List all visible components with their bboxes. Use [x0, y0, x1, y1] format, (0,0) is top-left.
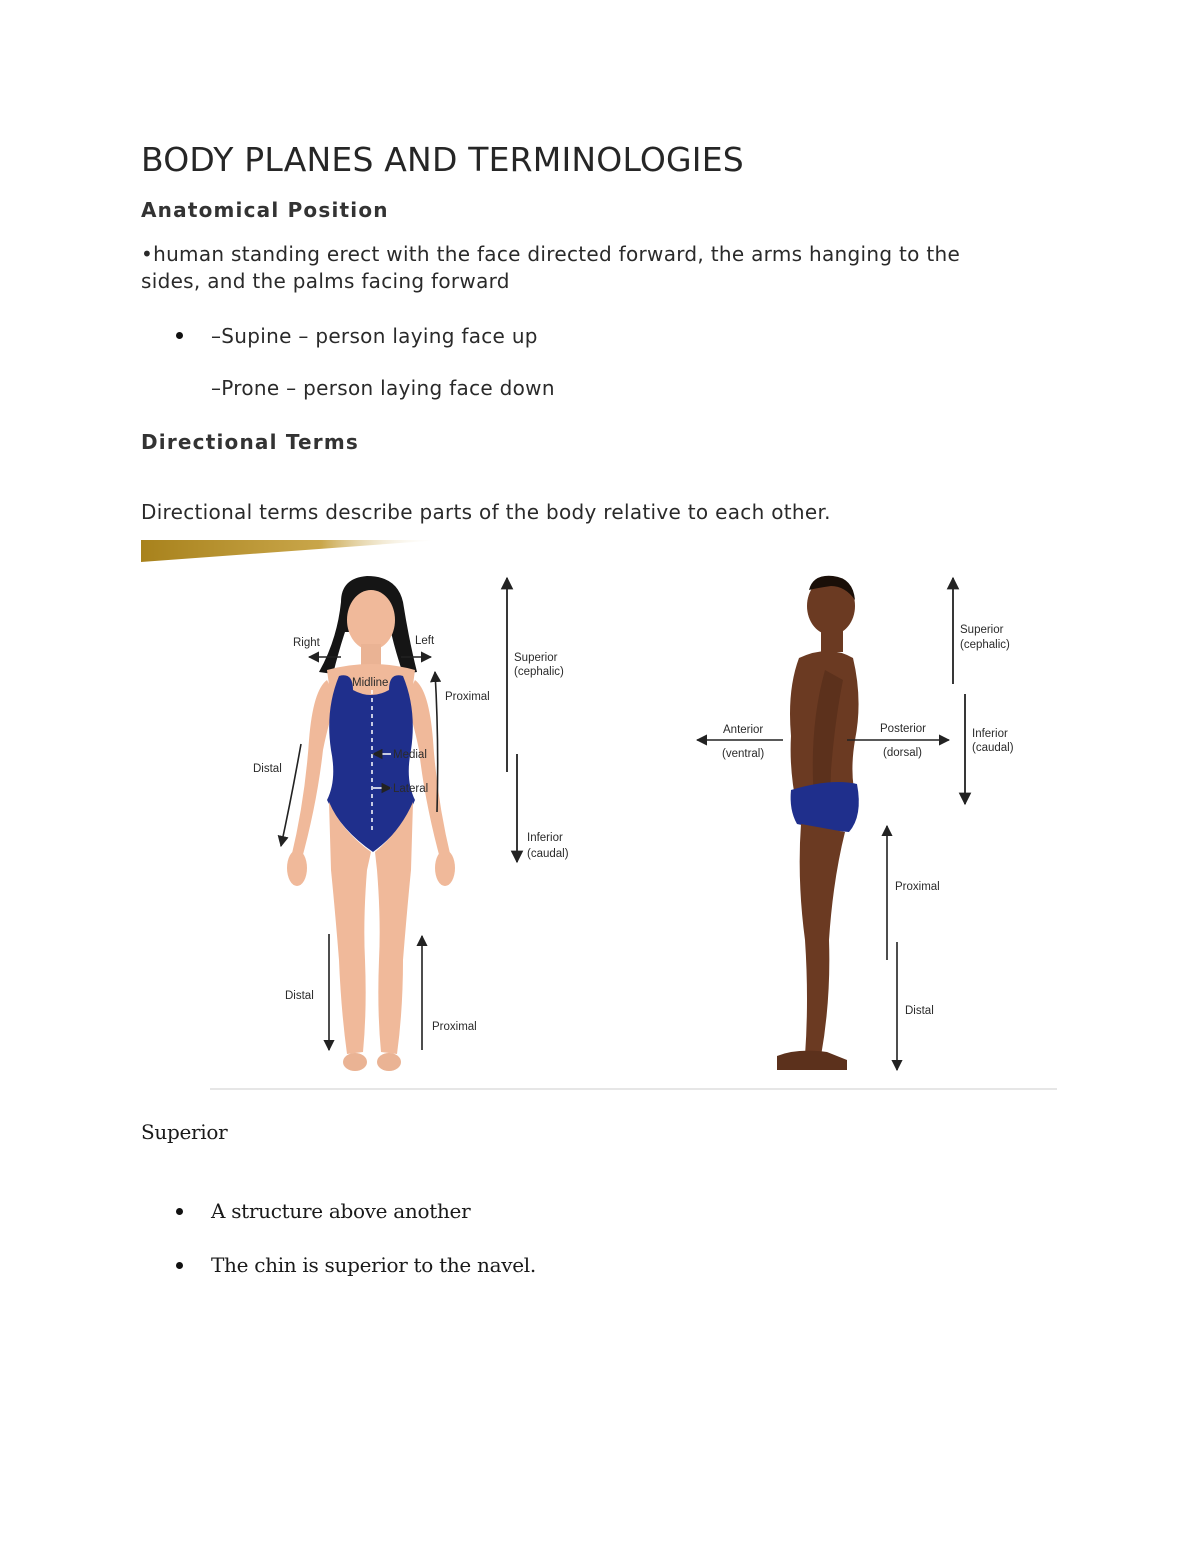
- label-inferior-front: Inferior: [527, 832, 563, 844]
- section-heading-anatomical-position: Anatomical Position: [141, 198, 389, 222]
- label-caudal-side: (caudal): [972, 742, 1014, 754]
- section-heading-directional-terms: Directional Terms: [141, 430, 360, 454]
- anatomical-description-line-2: sides, and the palms facing forward: [141, 269, 510, 293]
- label-superior-front: Superior: [514, 652, 558, 664]
- page-title: BODY PLANES AND TERMINOLOGIES: [141, 140, 744, 179]
- supine-item: –Supine – person laying face up: [211, 324, 538, 348]
- label-superior-side: Superior: [960, 624, 1004, 636]
- accent-bar: [141, 540, 441, 562]
- label-left: Left: [415, 635, 435, 647]
- anatomical-description-line-1: •human standing erect with the face directed forward, the arms hanging to the: [141, 242, 961, 266]
- label-dorsal: (dorsal): [883, 747, 922, 759]
- bullet-marker: [176, 1262, 183, 1269]
- label-caudal-front: (caudal): [527, 848, 569, 860]
- label-cephalic-side: (cephalic): [960, 639, 1010, 651]
- label-proximal-upper: Proximal: [445, 691, 490, 703]
- label-posterior: Posterior: [880, 723, 927, 735]
- label-anterior: Anterior: [723, 724, 764, 736]
- side-view-figure: [777, 576, 859, 1070]
- label-cephalic-front: (cephalic): [514, 666, 564, 678]
- label-distal-arm: Distal: [253, 763, 282, 775]
- label-distal-leg: Distal: [285, 990, 314, 1002]
- bullet-marker: [176, 332, 183, 339]
- label-midline: Midline: [352, 677, 389, 689]
- directional-terms-figure: [141, 540, 1057, 1092]
- label-medial: Medial: [393, 749, 427, 761]
- label-ventral: (ventral): [722, 748, 765, 760]
- directional-terms-intro: Directional terms describe parts of the body relative to each other.: [141, 500, 831, 524]
- superior-bullet-1: A structure above another: [211, 1199, 471, 1223]
- section-heading-superior: Superior: [141, 1120, 228, 1144]
- label-proximal-side: Proximal: [895, 881, 940, 893]
- label-right: Right: [293, 637, 320, 649]
- label-inferior-side: Inferior: [972, 728, 1008, 740]
- superior-bullet-2: The chin is superior to the navel.: [211, 1253, 536, 1277]
- label-lateral: Lateral: [393, 783, 429, 795]
- label-distal-side: Distal: [905, 1005, 934, 1017]
- prone-item: –Prone – person laying face down: [211, 376, 555, 400]
- bullet-marker: [176, 1208, 183, 1215]
- label-proximal-leg: Proximal: [432, 1021, 477, 1033]
